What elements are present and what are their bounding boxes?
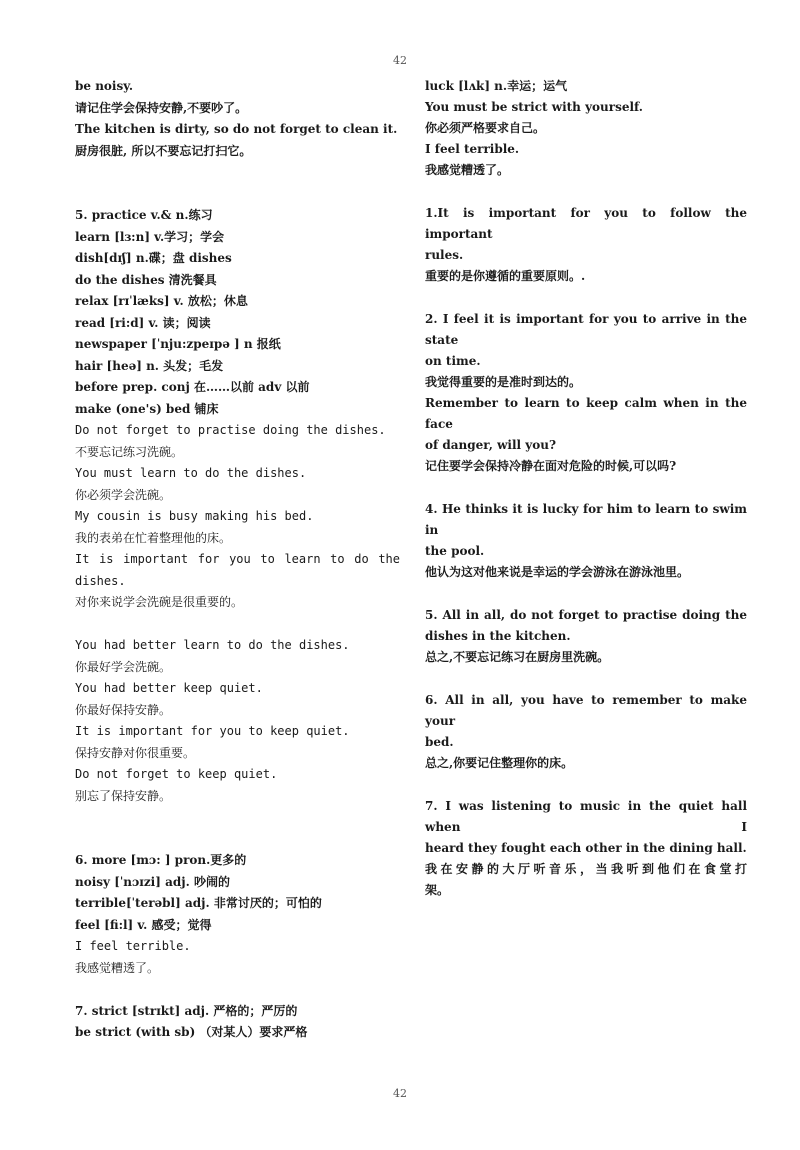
spacer [75, 979, 400, 1001]
vocab-line: 5. practice v.& n.练习 [75, 208, 213, 222]
example-line: 保持安静对你很重要。 [75, 745, 196, 760]
vocab-line: before prep. conj 在……以前 adv 以前 [75, 380, 310, 394]
sentence-line: of danger, will you? [425, 438, 556, 452]
example-line: 对你来说学会洗碗是很重要的。 [75, 595, 244, 609]
vocab-line: make (one's) bed 铺床 [75, 401, 219, 416]
sentence-line: 他认为这对他来说是幸运的学会游泳在游泳池里。 [425, 565, 690, 579]
sentence-line: 总之,你要记住整理你的床。 [425, 756, 574, 770]
vocab-line: dish[dɪʃ] n.碟；盘 dishes [75, 251, 232, 265]
example-line: My cousin is busy making his bed. [75, 509, 314, 523]
sentence-block [425, 605, 747, 668]
right-column [425, 76, 747, 923]
sentence-line: on time. [425, 354, 481, 368]
sentence-line: 7. I was listening to music in the quiet hall when I [425, 799, 747, 834]
spacer [75, 162, 400, 184]
example-line: 我的表弟在忙着整理他的床。 [75, 530, 232, 545]
vocab-line: terrible[ˈterəbl] adj. 非常讨厌的；可怕的 [75, 896, 322, 910]
vocab-line: read [ri:d] v. 读；阅读 [75, 315, 211, 330]
vocab-line: be strict (with sb) （对某人）要求严格 [75, 1025, 308, 1039]
sentence-line: 4. He thinks it is lucky for him to learn to swim in [425, 502, 747, 537]
vocab-line: feel [fi:l] v. 感受；觉得 [75, 917, 212, 932]
example-line: It is important for you to keep quiet. [75, 724, 350, 738]
vocab-line: 7. strict [strɪkt] adj. 严格的；严厉的 [75, 1003, 298, 1018]
vocab-line: hair [heə] n. 头发；毛发 [75, 358, 224, 373]
sentence-line: 2. I feel it is important for you to arrive in the state [425, 312, 747, 347]
example-line: 你必须学会洗碗。 [75, 487, 172, 502]
vocab-line: be noisy. [75, 79, 134, 93]
sentence-line: 我觉得重要的是准时到达的。 [425, 375, 582, 389]
vocab-line: relax [rɪˈlæks] v. 放松；休息 [75, 294, 248, 308]
left-column [75, 76, 400, 1044]
sentence-line: rules. [425, 248, 464, 262]
sentence-line: heard they fought each other in the dining hall. [425, 841, 747, 855]
sentence-block [425, 690, 747, 774]
example-line: dishes. [75, 573, 126, 588]
sentence-line: 1.It is important for you to follow the important [425, 206, 747, 241]
sentence-block [425, 499, 747, 583]
sentence-block [425, 203, 747, 287]
sentence-block [425, 796, 747, 901]
example-line: You must learn to do the dishes. [75, 466, 307, 480]
spacer [75, 614, 400, 636]
example-line: 你最好保持安静。 [75, 702, 172, 717]
vocab-line: 请记住学会保持安静,不要吵了。 [75, 100, 248, 115]
vocab-line: noisy [ˈnɔɪzi] adj. 吵闹的 [75, 874, 230, 889]
sentence-line: dishes in the kitchen. [425, 629, 571, 643]
spacer [75, 829, 400, 851]
example-line: I feel terrible. [75, 939, 191, 953]
example-line: 我感觉糟透了。 [75, 960, 160, 975]
sentence-line: 记住要学会保持冷静在面对危险的时候,可以吗? [425, 459, 677, 473]
sentence-line: bed. [425, 735, 454, 749]
sentence-line: Remember to learn to keep calm when in the face [425, 396, 747, 431]
example-line: It is important for you to learn to do the [75, 552, 400, 566]
spacer [75, 184, 400, 206]
intro-line: 我感觉糟透了。 [425, 163, 510, 177]
sentence-line: 我在安静的大厅听音乐，当我听到他们在食堂打 [425, 862, 747, 876]
example-line: 不要忘记练习洗碗。 [75, 444, 184, 459]
sentence-blocks [425, 203, 747, 901]
example-line: You had better learn to do the dishes. [75, 638, 350, 652]
sentence-block [425, 309, 747, 477]
vocab-line: newspaper [ˈnju:zpeɪpə ] n 报纸 [75, 337, 281, 351]
vocab-line: do the dishes 清洗餐具 [75, 272, 217, 287]
intro-line: 你必须严格要求自己。 [425, 121, 546, 135]
sentence-line: 重要的是你遵循的重要原则。. [425, 269, 586, 283]
example-line: Do not forget to practise doing the dishes. [75, 423, 386, 437]
sentence-line: the pool. [425, 544, 485, 558]
example-line: Do not forget to keep quiet. [75, 767, 278, 781]
sentence-line: 总之,不要忘记练习在厨房里洗碗。 [425, 650, 610, 664]
vocab-line: learn [lɜ:n] v.学习；学会 [75, 229, 225, 244]
vocab-line: The kitchen is dirty, so do not forget to clean it. [75, 122, 398, 136]
spacer [75, 807, 400, 829]
intro-line: I feel terrible. [425, 142, 520, 156]
intro-line: You must be strict with yourself. [425, 100, 643, 114]
page-number-bottom: 42 [393, 1087, 407, 1100]
sentence-line: 5. All in all, do not forget to practise doing the [425, 608, 747, 622]
intro-line: luck [lʌk] n.幸运；运气 [425, 79, 568, 93]
example-line: 你最好学会洗碗。 [75, 659, 172, 674]
sentence-line: 架。 [425, 883, 450, 897]
vocab-line: 厨房很脏, 所以不要忘记打扫它。 [75, 143, 252, 158]
vocab-line: 6. more [mɔ: ] pron.更多的 [75, 853, 247, 867]
example-line: You had better keep quiet. [75, 681, 263, 695]
sentence-line: 6. All in all, you have to remember to make your [425, 693, 747, 728]
right-intro-block [425, 76, 747, 181]
example-line: 别忘了保持安静。 [75, 788, 172, 803]
page-number-top: 42 [393, 54, 407, 67]
